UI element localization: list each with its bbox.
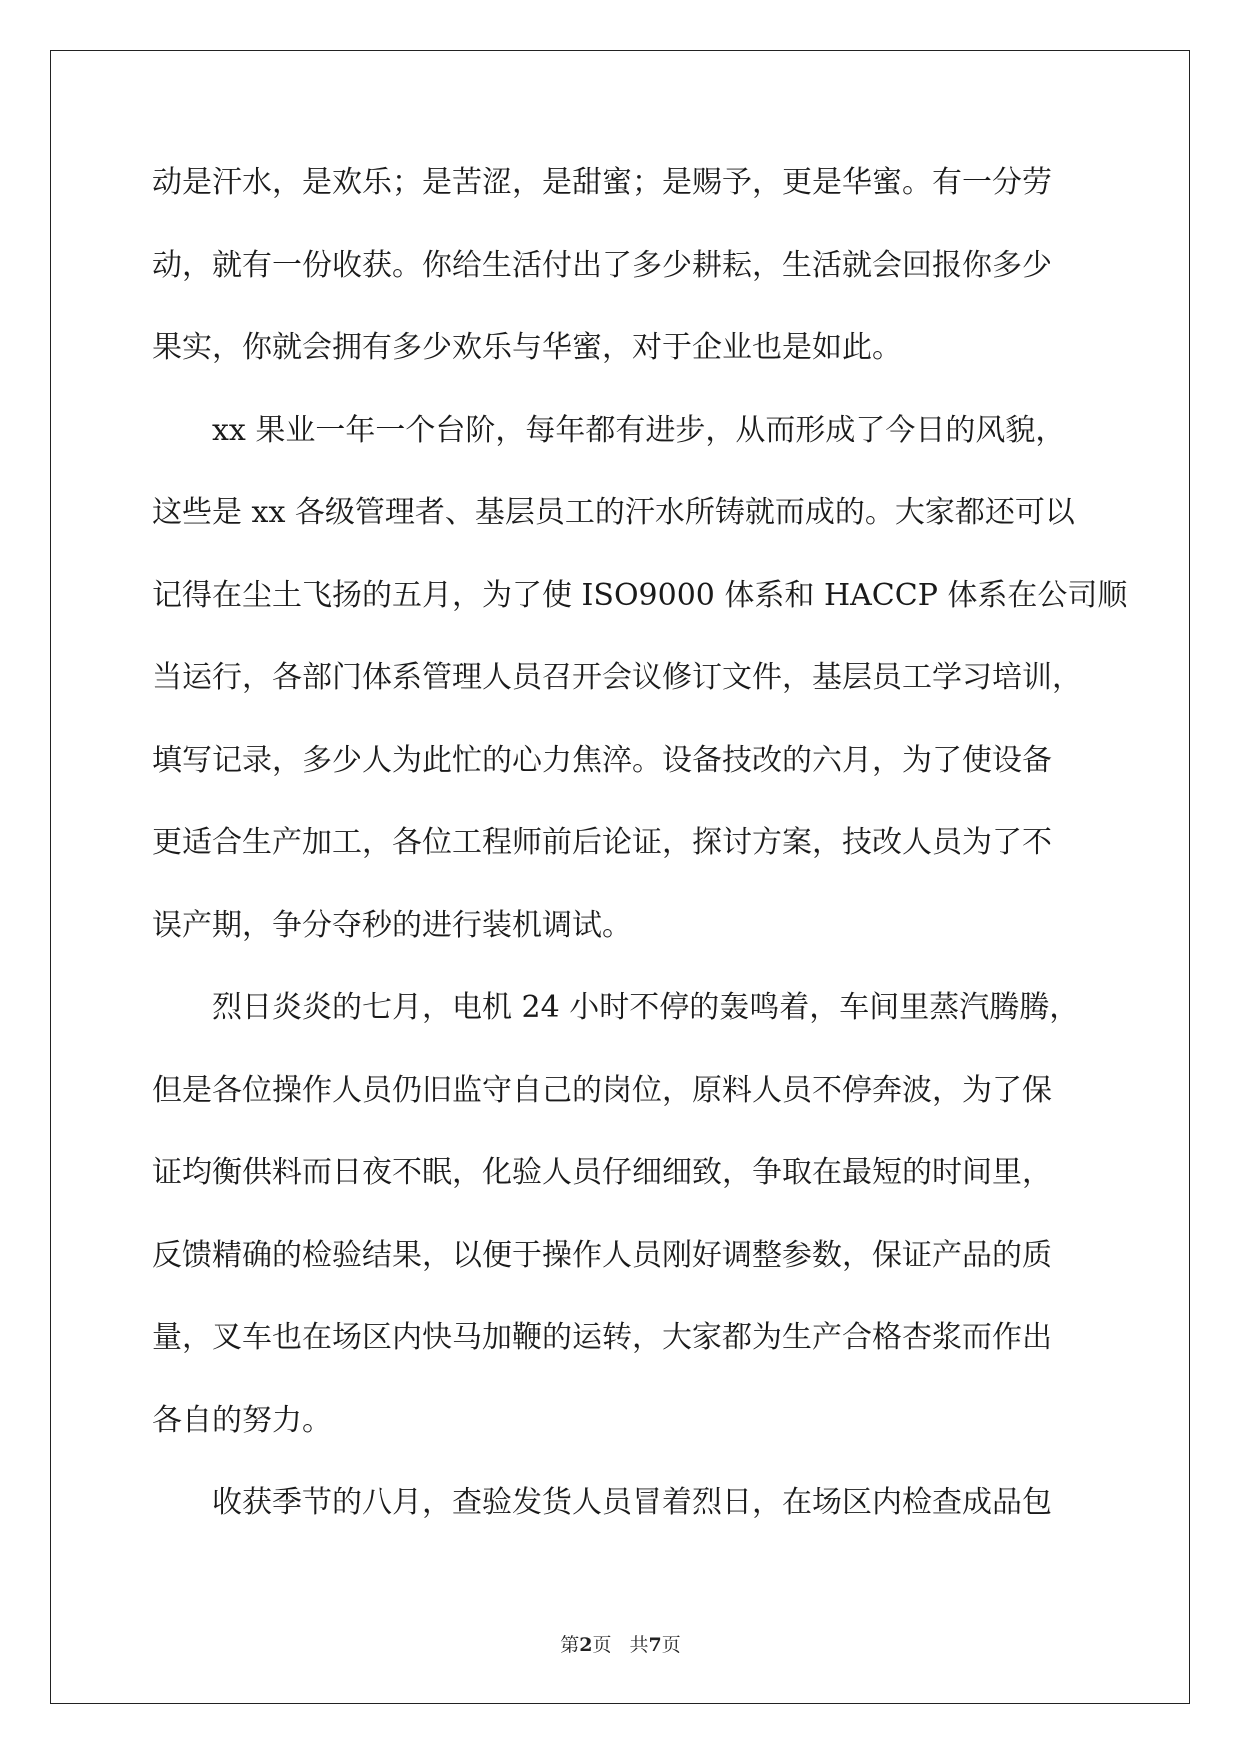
- total-suffix: 页: [661, 1634, 681, 1656]
- text-line: 这些是 xx 各级管理者、基层员工的汗水所铸就而成的。大家都还可以: [152, 495, 1075, 530]
- document-body: [152, 163, 1128, 1566]
- text-line: 各自的努力。: [152, 1402, 332, 1438]
- paragraph-start-line: 收获季节的八月，查验发货人员冒着烈日，在场区内检查成品包: [152, 1485, 1052, 1520]
- text-line: 记得在尘土飞扬的五月，为了使 ISO9000 体系和 HACCP 体系在公司顺: [152, 577, 1128, 613]
- page-total: 7: [648, 1634, 662, 1656]
- text-line: 更适合生产加工，各位工程师前后论证，探讨方案，技改人员为了不: [152, 825, 1052, 860]
- text-line: 动，就有一份收获。你给生活付出了多少耕耘，生活就会回报你多少: [152, 247, 1052, 283]
- page-suffix: 页: [592, 1634, 612, 1656]
- text-line: 但是各位操作人员仍旧监守自己的岗位，原料人员不停奔波，为了保: [152, 1072, 1052, 1108]
- text-line: 果实，你就会拥有多少欢乐与华蜜，对于企业也是如此。: [152, 330, 902, 365]
- page-footer: [0, 1630, 1241, 1657]
- text-line: 证均衡供料而日夜不眠，化验人员仔细细致，争取在最短的时间里，: [152, 1155, 1052, 1190]
- text-line: 当运行，各部门体系管理人员召开会议修订文件，基层员工学习培训，: [152, 660, 1082, 695]
- total-prefix: 共: [629, 1634, 649, 1656]
- text-line: 填写记录，多少人为此忙的心力焦淬。设备技改的六月，为了使设备: [152, 742, 1052, 778]
- page-prefix: 第: [560, 1634, 580, 1656]
- text-line: 误产期，争分夺秒的进行装机调试。: [152, 907, 632, 943]
- text-line: 量，叉车也在场区内快马加鞭的运转，大家都为生产合格杏浆而作出: [152, 1320, 1052, 1355]
- text-line: 动是汗水，是欢乐；是苦涩，是甜蜜；是赐予，更是华蜜。有一分劳: [152, 165, 1052, 200]
- page-current: 2: [579, 1634, 593, 1656]
- paragraph-start-line: xx 果业一年一个台阶，每年都有进步，从而形成了今日的风貌，: [152, 412, 1066, 448]
- paragraph-start-line: 烈日炎炎的七月，电机 24 小时不停的轰鸣着，车间里蒸汽腾腾，: [152, 990, 1080, 1025]
- text-line: 反馈精确的检验结果，以便于操作人员刚好调整参数，保证产品的质: [152, 1237, 1052, 1273]
